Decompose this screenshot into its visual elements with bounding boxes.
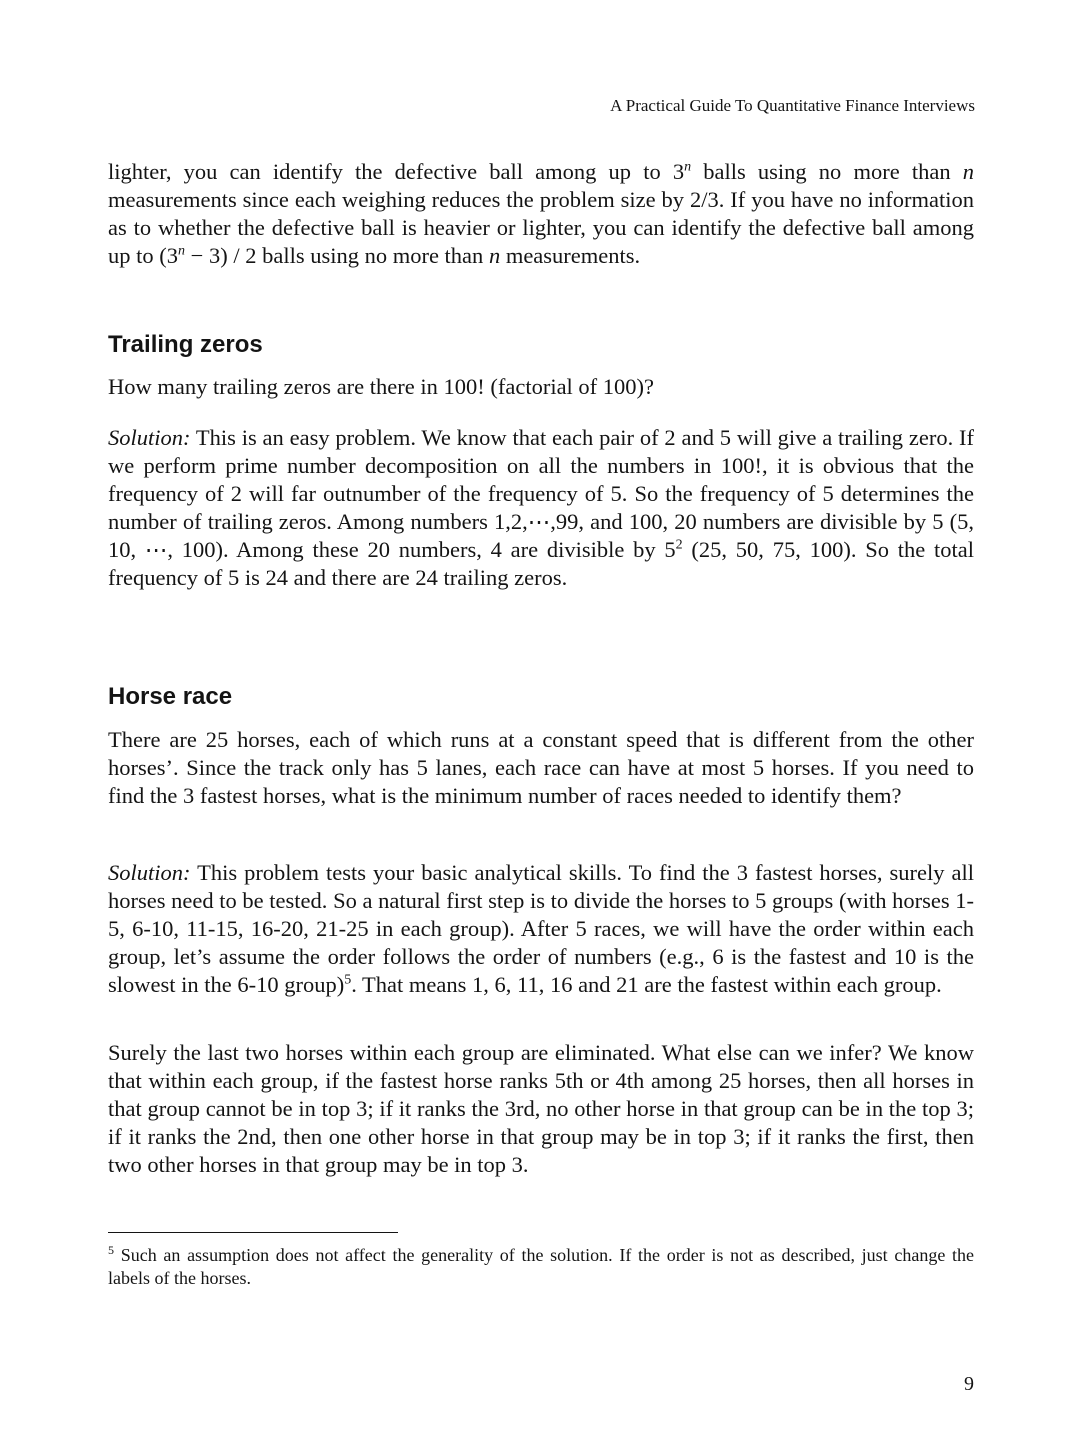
variable-n: n <box>962 159 974 184</box>
solution-text: This problem tests your basic analytical skills. To find the 3 fastest horses, surely all horses need to be tested. So a natural first step is to divide the horses to 5 groups (with horses 1-5, 6-10, 11-15, 16-20, 21-25 in each group). After 5 races, we will have the order within each group, let’s assume the order follows the order of numbers (e.g., 6 is the fastest and 10 is the slowest in the 6-10 group) <box>108 860 974 997</box>
section-heading-trailing-zeros: Trailing zeros <box>108 331 263 358</box>
page-number: 9 <box>964 1373 974 1395</box>
footnote <box>108 1244 974 1290</box>
running-header: A Practical Guide To Quantitative Finance Interviews <box>610 96 975 115</box>
horse-race-question: There are 25 horses, each of which runs at a constant speed that is different from the other horses’. Since the track only has 5 lanes, each race can have at most 5 horses. If you need to find the 3 fastest horses, what is the minimum number of races needed to identify them? <box>108 727 974 808</box>
intro-text: balls using no more than <box>691 159 963 184</box>
solution-label: Solution: <box>108 425 191 450</box>
solution-text: (25, 50, 75, 100). So the total frequency of 5 is 24 and there are 24 trailing zeros. <box>108 537 974 590</box>
formula-rest: − 3) / 2 <box>185 243 257 268</box>
footnote-mark: 5 <box>108 1243 114 1257</box>
formula-exponent: n <box>178 243 186 259</box>
intro-paragraph <box>108 158 974 270</box>
trailing-zeros-question: How many trailing zeros are there in 100! (factorial of 100)? <box>108 374 655 399</box>
formula: (3 <box>159 243 179 268</box>
variable-n: n <box>488 243 501 268</box>
intro-text: lighter, you can identify the defective ball among up to 3 <box>108 159 685 184</box>
intro-text: measurements since each weighing reduces the problem size by 2/3. If you have no information as to whether the defective ball is heavier or lighter, you can identify the defective ball among up to <box>108 187 974 268</box>
footnote-text: Such an assumption does not affect the generality of the solution. If the order is not as described, just change the labels of the horses. <box>108 1245 974 1288</box>
solution-text: This is an easy problem. We know that each pair of 2 and 5 will give a trailing zero. If we perform prime number decomposition on all the numbers in 100!, it is obvious that the frequency of 2 will far outnumber of the frequency of 5. So the frequency of 5 determines the number of trailing zeros. Among numbers 1,2,⋯,99, and 100, 20 numbers are divisible by 5 (5, 10, ⋯, 100). Among these 20 numbers, 4 are divisible by 5 <box>108 425 974 562</box>
footnote-reference: 5 <box>344 972 352 988</box>
intro-text: balls using no more than <box>256 243 489 268</box>
superscript-2: 2 <box>675 537 683 553</box>
horse-race-solution <box>108 859 974 999</box>
intro-text: measurements. <box>500 243 641 268</box>
section-heading-horse-race: Horse race <box>108 683 233 710</box>
solution-label: Solution: <box>108 860 191 885</box>
solution-text: . That means 1, 6, 11, 16 and 21 are the fastest within each group. <box>351 972 942 997</box>
horse-race-paragraph-2: Surely the last two horses within each group are eliminated. What else can we infer? We know that within each group, if the fastest horse ranks 5th or 4th among 25 horses, then all horses in that group cannot be in top 3; if it ranks the 3rd, no other horse in that group can be in the top 3; if it ranks the 2nd, then one other horse in that group may be in top 3; if it ranks the first, then two other horses in that group may be in top 3. <box>108 1040 974 1177</box>
exponent-n: n <box>684 159 692 175</box>
footnote-divider <box>108 1232 398 1233</box>
trailing-zeros-solution <box>108 424 974 592</box>
